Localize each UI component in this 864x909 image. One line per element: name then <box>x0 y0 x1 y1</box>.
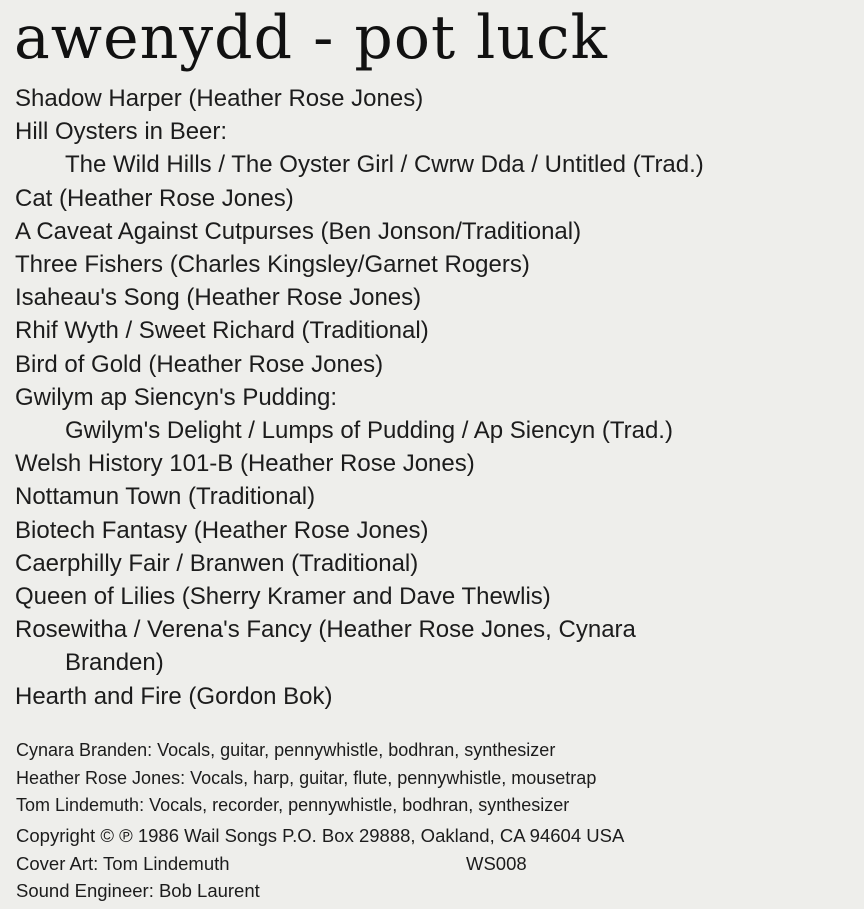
catalog-number: WS008 <box>466 852 527 874</box>
track-line: Cat (Heather Rose Jones) <box>15 184 294 212</box>
track-line: A Caveat Against Cutpurses (Ben Jonson/Traditional) <box>15 217 582 245</box>
credit-line: Heather Rose Jones: Vocals, harp, guitar, flute, pennywhistle, mousetrap <box>16 767 597 788</box>
track-line: Biotech Fantasy (Heather Rose Jones) <box>15 516 429 544</box>
track-item <box>15 381 704 447</box>
track-line: Hill Oysters in Beer: <box>15 118 228 146</box>
production-info <box>16 822 624 905</box>
track-line: Rosewitha / Verena's Fancy (Heather Rose Jones, Cynara <box>15 616 636 644</box>
album-title: awenydd - pot luck <box>14 3 608 73</box>
track-line: Gwilym ap Siencyn's Pudding: <box>15 383 338 411</box>
track-item <box>15 248 704 281</box>
track-item <box>15 281 704 314</box>
track-item <box>15 547 704 580</box>
track-item <box>15 348 704 381</box>
track-item <box>15 680 704 713</box>
track-line: Rhif Wyth / Sweet Richard (Traditional) <box>15 317 429 345</box>
track-item <box>15 314 704 347</box>
track-item <box>15 447 704 480</box>
track-item <box>15 514 704 547</box>
track-item <box>15 480 704 513</box>
track-line: Caerphilly Fair / Branwen (Traditional) <box>15 549 419 577</box>
cover-art-credit: Cover Art: Tom Lindemuth <box>16 852 230 874</box>
cover-art-line <box>16 850 624 878</box>
track-continuation: Branden) <box>65 649 164 677</box>
track-line: Three Fishers (Charles Kingsley/Garnet Rogers) <box>15 251 530 279</box>
track-line: Hearth and Fire (Gordon Bok) <box>15 682 333 710</box>
track-item <box>15 215 704 248</box>
track-line: Welsh History 101-B (Heather Rose Jones) <box>15 450 475 478</box>
track-item <box>15 182 704 215</box>
track-item <box>15 613 704 679</box>
track-continuation: Gwilym's Delight / Lumps of Pudding / Ap Siencyn (Trad.) <box>65 417 673 445</box>
track-item <box>15 580 704 613</box>
performer-credits <box>16 737 596 820</box>
track-line: Queen of Lilies (Sherry Kramer and Dave Thewlis) <box>15 583 551 611</box>
sound-engineer-line: Sound Engineer: Bob Laurent <box>16 880 260 902</box>
track-item <box>15 82 704 115</box>
credit-line: Cynara Branden: Vocals, guitar, pennywhistle, bodhran, synthesizer <box>16 740 556 760</box>
track-line: Shadow Harper (Heather Rose Jones) <box>15 85 424 112</box>
copyright-line: Copyright © ℗ 1986 Wail Songs P.O. Box 29888, Oakland, CA 94604 USA <box>16 825 625 846</box>
track-continuation: The Wild Hills / The Oyster Girl / Cwrw Dda / Untitled (Trad.) <box>65 151 704 179</box>
track-line: Isaheau's Song (Heather Rose Jones) <box>15 284 422 312</box>
credit-line: Tom Lindemuth: Vocals, recorder, pennywhistle, bodhran, synthesizer <box>16 795 570 815</box>
track-item <box>15 115 704 181</box>
track-line: Nottamun Town (Traditional) <box>15 483 316 511</box>
track-list <box>15 82 704 713</box>
track-line: Bird of Gold (Heather Rose Jones) <box>15 350 384 378</box>
